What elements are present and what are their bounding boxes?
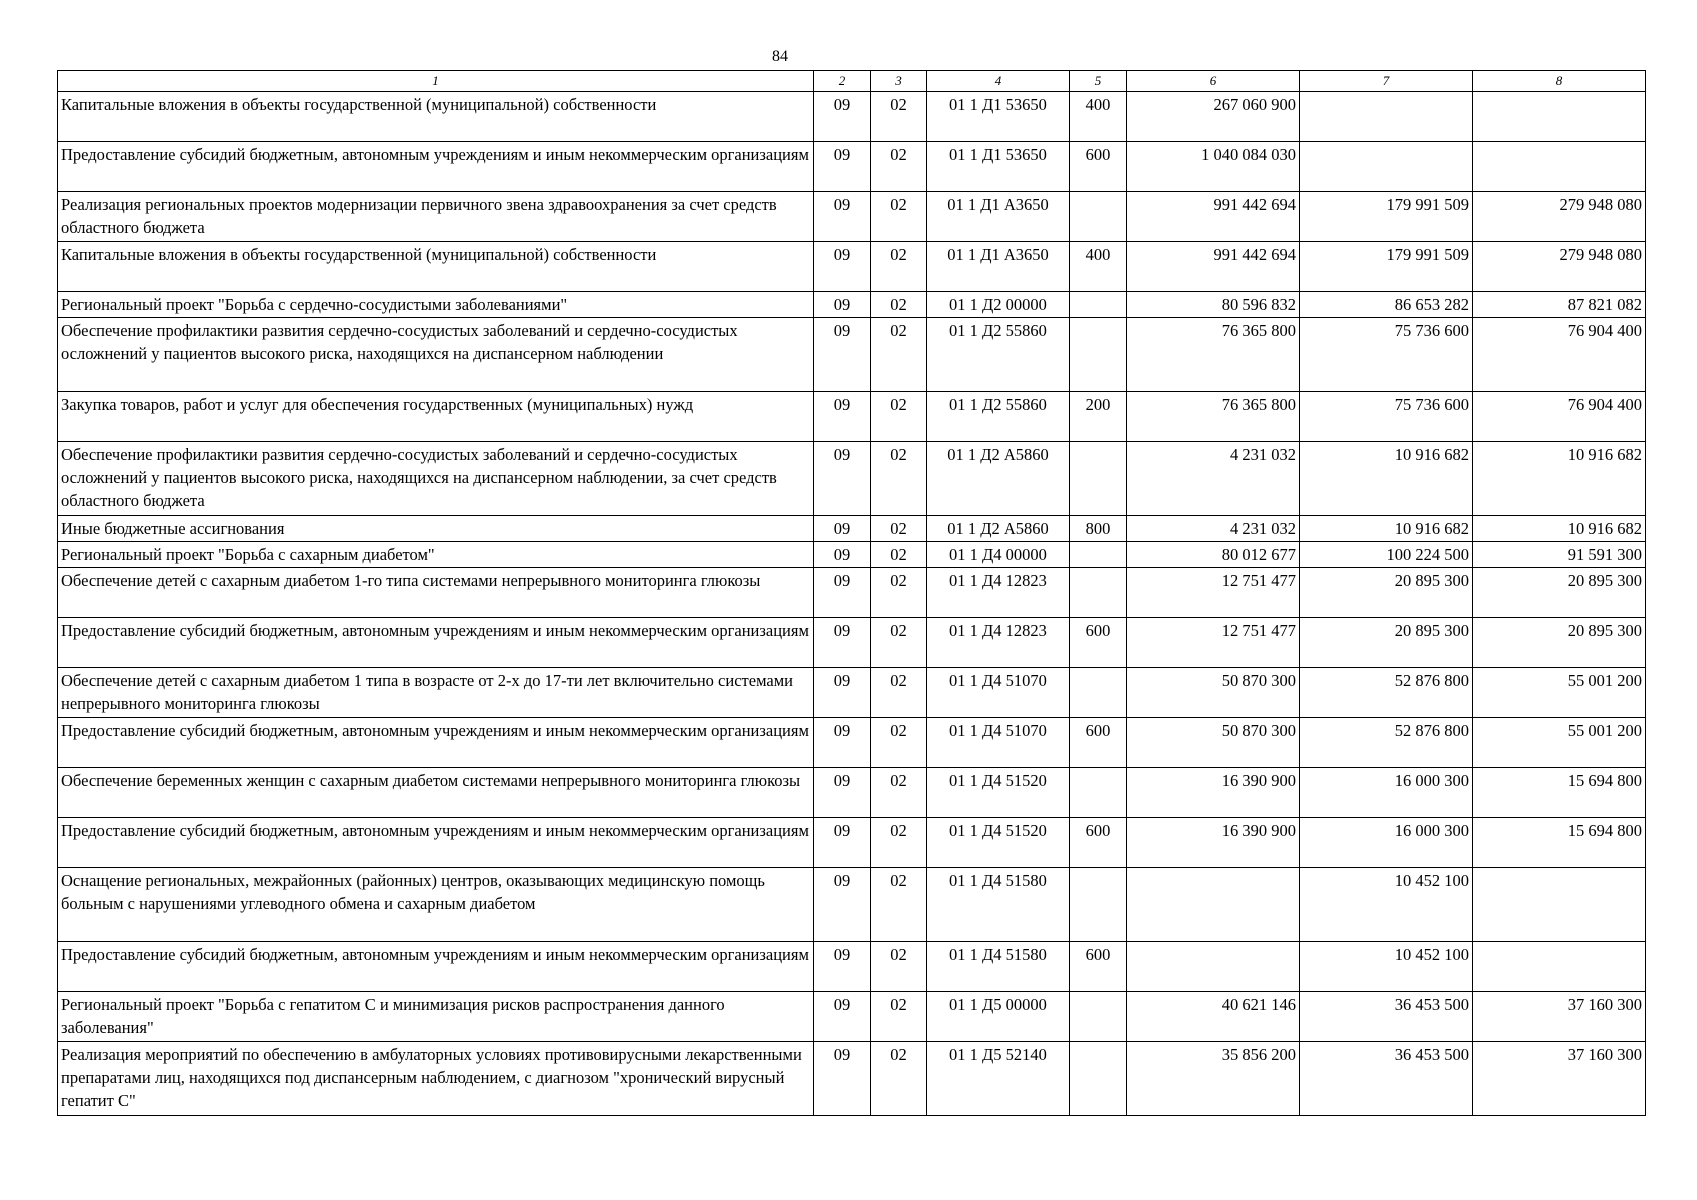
subsection-code: 02 <box>871 868 927 942</box>
subsection-code: 02 <box>871 568 927 618</box>
subsection-code: 02 <box>871 442 927 516</box>
amount-year-1: 16 390 900 <box>1127 818 1300 868</box>
subsection-code: 02 <box>871 292 927 318</box>
table-row <box>58 292 1646 318</box>
row-name: Иные бюджетные ассигнования <box>58 516 814 542</box>
amount-year-1: 991 442 694 <box>1127 242 1300 292</box>
subsection-code: 02 <box>871 192 927 242</box>
target-article-code: 01 1 Д1 53650 <box>927 142 1070 192</box>
amount-year-3: 76 904 400 <box>1473 318 1646 392</box>
amount-year-2: 10 452 100 <box>1300 942 1473 992</box>
amount-year-1: 4 231 032 <box>1127 516 1300 542</box>
table-row <box>58 668 1646 718</box>
section-code: 09 <box>814 242 871 292</box>
expense-type-code <box>1070 442 1127 516</box>
section-code: 09 <box>814 318 871 392</box>
target-article-code: 01 1 Д2 55860 <box>927 318 1070 392</box>
table-row <box>58 568 1646 618</box>
amount-year-3 <box>1473 142 1646 192</box>
subsection-code: 02 <box>871 318 927 392</box>
column-header: 7 <box>1300 71 1473 92</box>
row-name: Предоставление субсидий бюджетным, автономным учреждениям и иным некоммерческим организациям <box>58 942 814 992</box>
amount-year-1: 40 621 146 <box>1127 992 1300 1042</box>
row-name: Обеспечение детей с сахарным диабетом 1-го типа системами непрерывного мониторинга глюкозы <box>58 568 814 618</box>
subsection-code: 02 <box>871 516 927 542</box>
amount-year-1: 76 365 800 <box>1127 318 1300 392</box>
row-name: Региональный проект "Борьба с сердечно-сосудистыми заболеваниями" <box>58 292 814 318</box>
subsection-code: 02 <box>871 92 927 142</box>
amount-year-1: 50 870 300 <box>1127 668 1300 718</box>
amount-year-2: 179 991 509 <box>1300 192 1473 242</box>
amount-year-2: 16 000 300 <box>1300 768 1473 818</box>
table-row <box>58 718 1646 768</box>
amount-year-3: 279 948 080 <box>1473 192 1646 242</box>
amount-year-2: 75 736 600 <box>1300 392 1473 442</box>
column-header: 2 <box>814 71 871 92</box>
section-code: 09 <box>814 292 871 318</box>
expense-type-code: 200 <box>1070 392 1127 442</box>
row-name: Обеспечение профилактики развития сердечно-сосудистых заболеваний и сердечно-сосудистых осложнений у пациентов высокого риска, находящихся на диспансерном наблюдении <box>58 318 814 392</box>
amount-year-2: 10 452 100 <box>1300 868 1473 942</box>
subsection-code: 02 <box>871 668 927 718</box>
expense-type-code: 600 <box>1070 942 1127 992</box>
amount-year-2 <box>1300 92 1473 142</box>
target-article-code: 01 1 Д2 00000 <box>927 292 1070 318</box>
amount-year-3: 37 160 300 <box>1473 1042 1646 1116</box>
row-name: Капитальные вложения в объекты государственной (муниципальной) собственности <box>58 242 814 292</box>
amount-year-2: 36 453 500 <box>1300 1042 1473 1116</box>
row-name: Предоставление субсидий бюджетным, автономным учреждениям и иным некоммерческим организациям <box>58 818 814 868</box>
target-article-code: 01 1 Д2 55860 <box>927 392 1070 442</box>
target-article-code: 01 1 Д5 00000 <box>927 992 1070 1042</box>
amount-year-1: 35 856 200 <box>1127 1042 1300 1116</box>
amount-year-1: 76 365 800 <box>1127 392 1300 442</box>
row-name: Реализация региональных проектов модернизации первичного звена здравоохранения за счет средств областного бюджета <box>58 192 814 242</box>
amount-year-1: 267 060 900 <box>1127 92 1300 142</box>
row-name: Обеспечение профилактики развития сердечно-сосудистых заболеваний и сердечно-сосудистых осложнений у пациентов высокого риска, находящихся на диспансерном наблюдении, за счет средств областного бюджета <box>58 442 814 516</box>
target-article-code: 01 1 Д5 52140 <box>927 1042 1070 1116</box>
amount-year-3: 10 916 682 <box>1473 442 1646 516</box>
expense-type-code: 600 <box>1070 618 1127 668</box>
expense-type-code: 600 <box>1070 818 1127 868</box>
table-row <box>58 392 1646 442</box>
section-code: 09 <box>814 818 871 868</box>
section-code: 09 <box>814 92 871 142</box>
table-row <box>58 242 1646 292</box>
row-name: Предоставление субсидий бюджетным, автономным учреждениям и иным некоммерческим организациям <box>58 142 814 192</box>
section-code: 09 <box>814 1042 871 1116</box>
table-row <box>58 618 1646 668</box>
amount-year-3: 15 694 800 <box>1473 768 1646 818</box>
row-name: Региональный проект "Борьба с сахарным диабетом" <box>58 542 814 568</box>
table-row <box>58 142 1646 192</box>
amount-year-1: 80 012 677 <box>1127 542 1300 568</box>
row-name: Предоставление субсидий бюджетным, автономным учреждениям и иным некоммерческим организациям <box>58 718 814 768</box>
amount-year-2: 16 000 300 <box>1300 818 1473 868</box>
table-row <box>58 992 1646 1042</box>
column-header: 4 <box>927 71 1070 92</box>
table-row <box>58 868 1646 942</box>
amount-year-3: 55 001 200 <box>1473 718 1646 768</box>
row-name: Капитальные вложения в объекты государственной (муниципальной) собственности <box>58 92 814 142</box>
amount-year-3: 10 916 682 <box>1473 516 1646 542</box>
subsection-code: 02 <box>871 942 927 992</box>
amount-year-1: 991 442 694 <box>1127 192 1300 242</box>
subsection-code: 02 <box>871 818 927 868</box>
row-name: Реализация мероприятий по обеспечению в амбулаторных условиях противовирусными лекарственными препаратами лиц, находящихся под диспансерным наблюдением, с диагнозом "хронический вирусный гепатит С" <box>58 1042 814 1116</box>
table-row <box>58 516 1646 542</box>
section-code: 09 <box>814 768 871 818</box>
subsection-code: 02 <box>871 768 927 818</box>
target-article-code: 01 1 Д4 51520 <box>927 818 1070 868</box>
amount-year-2: 75 736 600 <box>1300 318 1473 392</box>
expense-type-code: 600 <box>1070 142 1127 192</box>
amount-year-2: 100 224 500 <box>1300 542 1473 568</box>
expense-type-code <box>1070 192 1127 242</box>
subsection-code: 02 <box>871 718 927 768</box>
table-row <box>58 942 1646 992</box>
section-code: 09 <box>814 718 871 768</box>
column-header: 1 <box>58 71 814 92</box>
section-code: 09 <box>814 942 871 992</box>
amount-year-3: 20 895 300 <box>1473 618 1646 668</box>
amount-year-1 <box>1127 868 1300 942</box>
section-code: 09 <box>814 568 871 618</box>
target-article-code: 01 1 Д4 51070 <box>927 668 1070 718</box>
amount-year-1 <box>1127 942 1300 992</box>
column-header: 3 <box>871 71 927 92</box>
amount-year-3: 20 895 300 <box>1473 568 1646 618</box>
page-number: 84 <box>772 48 788 65</box>
target-article-code: 01 1 Д1 А3650 <box>927 192 1070 242</box>
target-article-code: 01 1 Д4 51070 <box>927 718 1070 768</box>
row-name: Обеспечение беременных женщин с сахарным диабетом системами непрерывного мониторинга глюкозы <box>58 768 814 818</box>
amount-year-3 <box>1473 868 1646 942</box>
column-header: 6 <box>1127 71 1300 92</box>
section-code: 09 <box>814 192 871 242</box>
amount-year-1: 50 870 300 <box>1127 718 1300 768</box>
amount-year-3: 87 821 082 <box>1473 292 1646 318</box>
expense-type-code: 600 <box>1070 718 1127 768</box>
expense-type-code: 400 <box>1070 242 1127 292</box>
expense-type-code: 400 <box>1070 92 1127 142</box>
table-row <box>58 92 1646 142</box>
row-name: Закупка товаров, работ и услуг для обеспечения государственных (муниципальных) нужд <box>58 392 814 442</box>
subsection-code: 02 <box>871 618 927 668</box>
column-header: 8 <box>1473 71 1646 92</box>
amount-year-2: 179 991 509 <box>1300 242 1473 292</box>
target-article-code: 01 1 Д4 51580 <box>927 868 1070 942</box>
amount-year-2: 20 895 300 <box>1300 618 1473 668</box>
expense-type-code <box>1070 668 1127 718</box>
section-code: 09 <box>814 142 871 192</box>
row-name: Предоставление субсидий бюджетным, автономным учреждениям и иным некоммерческим организациям <box>58 618 814 668</box>
table-row <box>58 442 1646 516</box>
table-body <box>58 92 1646 1116</box>
amount-year-2: 52 876 800 <box>1300 668 1473 718</box>
amount-year-2: 52 876 800 <box>1300 718 1473 768</box>
row-name: Оснащение региональных, межрайонных (районных) центров, оказывающих медицинскую помощь больным с нарушениями углеводного обмена и сахарным диабетом <box>58 868 814 942</box>
subsection-code: 02 <box>871 542 927 568</box>
target-article-code: 01 1 Д4 12823 <box>927 618 1070 668</box>
target-article-code: 01 1 Д1 53650 <box>927 92 1070 142</box>
subsection-code: 02 <box>871 992 927 1042</box>
row-name: Обеспечение детей с сахарным диабетом 1 типа в возрасте от 2-х до 17-ти лет включительно системами непрерывного мониторинга глюкозы <box>58 668 814 718</box>
amount-year-3: 15 694 800 <box>1473 818 1646 868</box>
amount-year-3: 55 001 200 <box>1473 668 1646 718</box>
amount-year-2: 36 453 500 <box>1300 992 1473 1042</box>
expense-type-code <box>1070 868 1127 942</box>
header-row <box>58 71 1646 92</box>
amount-year-3: 279 948 080 <box>1473 242 1646 292</box>
section-code: 09 <box>814 392 871 442</box>
column-header: 5 <box>1070 71 1127 92</box>
target-article-code: 01 1 Д4 51580 <box>927 942 1070 992</box>
amount-year-1: 80 596 832 <box>1127 292 1300 318</box>
expense-type-code <box>1070 1042 1127 1116</box>
row-name: Региональный проект "Борьба с гепатитом С и минимизация рисков распространения данного заболевания" <box>58 992 814 1042</box>
subsection-code: 02 <box>871 142 927 192</box>
table-row <box>58 192 1646 242</box>
section-code: 09 <box>814 618 871 668</box>
table-row <box>58 318 1646 392</box>
expense-type-code <box>1070 292 1127 318</box>
amount-year-1: 12 751 477 <box>1127 568 1300 618</box>
table-row <box>58 1042 1646 1116</box>
section-code: 09 <box>814 516 871 542</box>
amount-year-1: 4 231 032 <box>1127 442 1300 516</box>
subsection-code: 02 <box>871 1042 927 1116</box>
section-code: 09 <box>814 868 871 942</box>
target-article-code: 01 1 Д2 А5860 <box>927 516 1070 542</box>
table-row <box>58 818 1646 868</box>
amount-year-2: 20 895 300 <box>1300 568 1473 618</box>
expense-type-code <box>1070 992 1127 1042</box>
expense-type-code <box>1070 568 1127 618</box>
budget-table <box>57 70 1646 1116</box>
amount-year-3: 91 591 300 <box>1473 542 1646 568</box>
expense-type-code <box>1070 318 1127 392</box>
target-article-code: 01 1 Д4 00000 <box>927 542 1070 568</box>
amount-year-2 <box>1300 142 1473 192</box>
target-article-code: 01 1 Д4 51520 <box>927 768 1070 818</box>
expense-type-code <box>1070 768 1127 818</box>
expense-type-code: 800 <box>1070 516 1127 542</box>
target-article-code: 01 1 Д2 А5860 <box>927 442 1070 516</box>
amount-year-1: 1 040 084 030 <box>1127 142 1300 192</box>
subsection-code: 02 <box>871 392 927 442</box>
amount-year-2: 10 916 682 <box>1300 516 1473 542</box>
amount-year-1: 12 751 477 <box>1127 618 1300 668</box>
subsection-code: 02 <box>871 242 927 292</box>
table-row <box>58 542 1646 568</box>
amount-year-1: 16 390 900 <box>1127 768 1300 818</box>
amount-year-2: 86 653 282 <box>1300 292 1473 318</box>
section-code: 09 <box>814 668 871 718</box>
amount-year-3: 37 160 300 <box>1473 992 1646 1042</box>
amount-year-3 <box>1473 92 1646 142</box>
amount-year-3: 76 904 400 <box>1473 392 1646 442</box>
section-code: 09 <box>814 442 871 516</box>
target-article-code: 01 1 Д4 12823 <box>927 568 1070 618</box>
expense-type-code <box>1070 542 1127 568</box>
section-code: 09 <box>814 542 871 568</box>
amount-year-3 <box>1473 942 1646 992</box>
section-code: 09 <box>814 992 871 1042</box>
table-row <box>58 768 1646 818</box>
target-article-code: 01 1 Д1 А3650 <box>927 242 1070 292</box>
amount-year-2: 10 916 682 <box>1300 442 1473 516</box>
